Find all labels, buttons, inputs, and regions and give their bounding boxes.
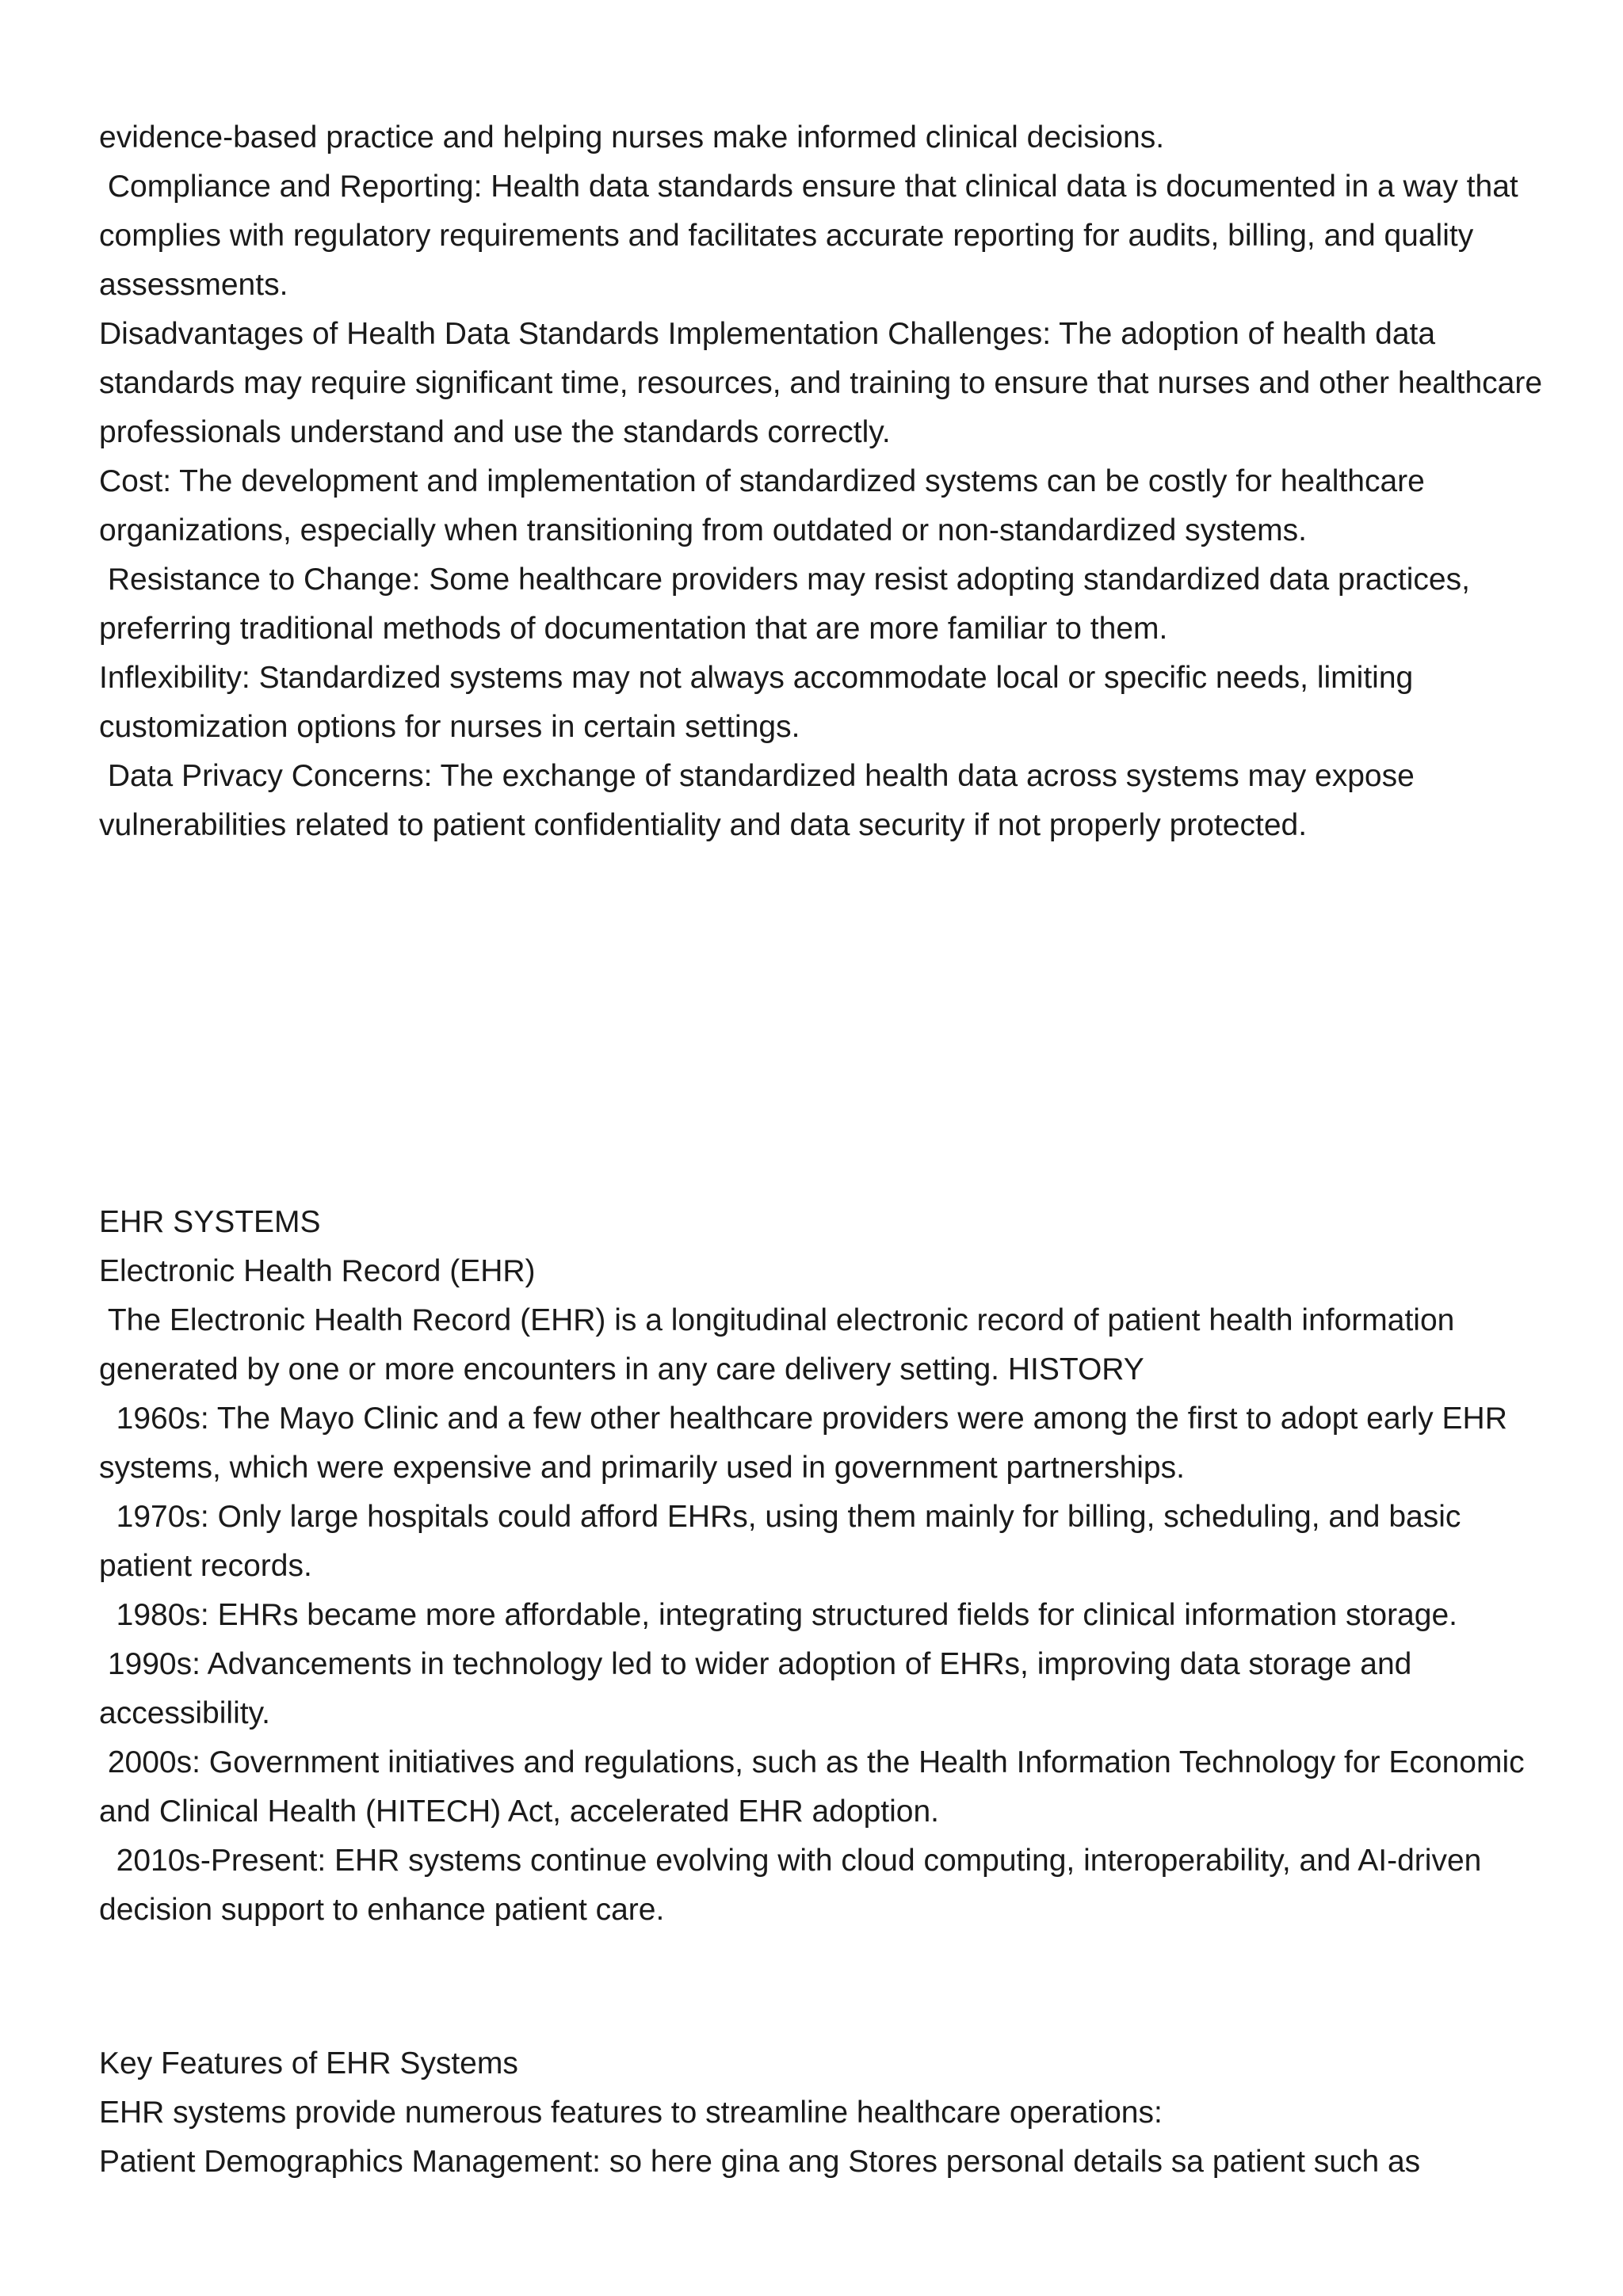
- section-heading-key-features: Key Features of EHR Systems: [99, 2046, 518, 2081]
- paragraph-evidence-based: evidence-based practice and helping nurses make informed clinical decisions.: [99, 120, 1165, 154]
- section-key-features: [99, 2039, 1552, 2187]
- paragraph-history-2010s: 2010s-Present: EHR systems continue evolving with cloud computing, interoperability, and AI-driven decision support to enhance patient care.: [99, 1844, 1491, 1927]
- paragraph-ehr-definition: The Electronic Health Record (EHR) is a longitudinal electronic record of patient health information generated by one or more encounters in any care delivery setting. HISTORY: [99, 1303, 1464, 1386]
- paragraph-history-1980s: 1980s: EHRs became more affordable, integrating structured fields for clinical information storage.: [99, 1598, 1457, 1632]
- section-subheading-ehr: Electronic Health Record (EHR): [99, 1254, 536, 1288]
- paragraph-resistance-to-change: Resistance to Change: Some healthcare providers may resist adopting standardized data practices, preferring traditional methods of documentation that are more familiar to them.: [99, 563, 1479, 646]
- section-ehr-systems: [99, 1198, 1552, 1935]
- paragraph-history-1970s: 1970s: Only large hospitals could afford EHRs, using them mainly for billing, scheduling, and basic patient records.: [99, 1500, 1470, 1583]
- paragraph-history-1990s: 1990s: Advancements in technology led to wider adoption of EHRs, improving data storage and accessibility.: [99, 1647, 1421, 1730]
- paragraph-history-1960s: 1960s: The Mayo Clinic and a few other healthcare providers were among the first to adopt early EHR systems, which were expensive and primarily used in government partnerships.: [99, 1402, 1516, 1485]
- paragraph-data-privacy: Data Privacy Concerns: The exchange of standardized health data across systems may expose vulnerabilities related to patient confidentiality and data security if not properly protected.: [99, 759, 1423, 842]
- paragraph-inflexibility: Inflexibility: Standardized systems may not always accommodate local or specific needs, limiting customization options for nurses in certain settings.: [99, 661, 1423, 744]
- paragraph-compliance-reporting: Compliance and Reporting: Health data standards ensure that clinical data is documented in a way that complies with regulatory requirements and facilitates accurate reporting for audits, billing, and quality assessments.: [99, 170, 1527, 302]
- paragraph-features-intro: EHR systems provide numerous features to streamline healthcare operations:: [99, 2096, 1163, 2130]
- section-heading-ehr-systems: EHR SYSTEMS: [99, 1205, 321, 1239]
- paragraph-patient-demographics: Patient Demographics Management: so here gina ang Stores personal details sa patient such as: [99, 2145, 1421, 2179]
- paragraph-disadvantages: Disadvantages of Health Data Standards Implementation Challenges: The adoption of health data standards may require significant time, resources, and training to ensure that nurses and other healthcare professionals understand and use the standards correctly.: [99, 317, 1551, 449]
- paragraph-cost: Cost: The development and implementation of standardized systems can be costly for healthcare organizations, especially when transitioning from outdated or non-standardized systems.: [99, 464, 1434, 547]
- paragraph-history-2000s: 2000s: Government initiatives and regulations, such as the Health Information Technology for Economic and Clinical Health (HITECH) Act, accelerated EHR adoption.: [99, 1745, 1533, 1829]
- section-data-standards: [99, 113, 1552, 850]
